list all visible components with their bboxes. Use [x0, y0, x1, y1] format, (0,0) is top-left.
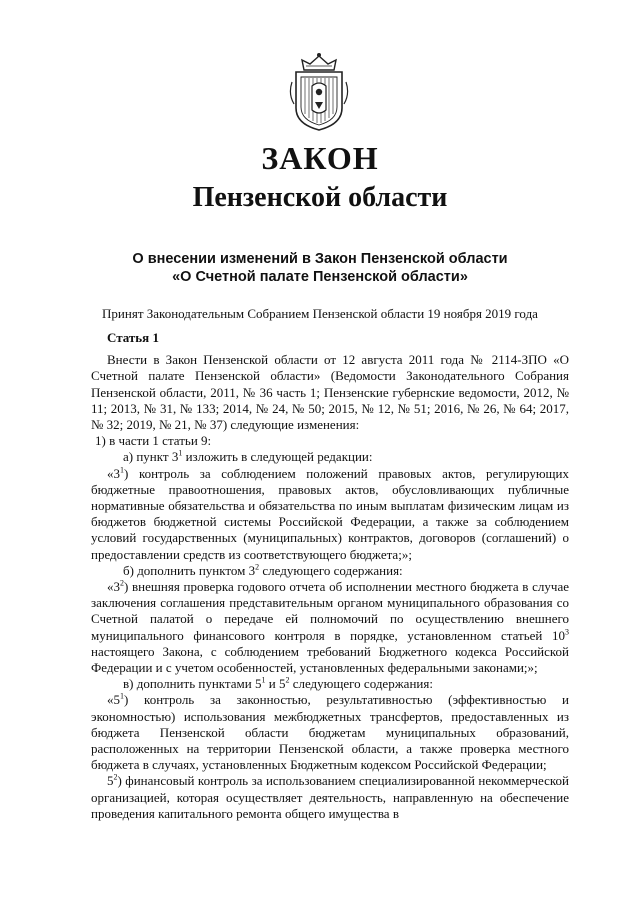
law-heading: [0, 250, 640, 286]
subitem-b-sup: 2: [255, 562, 260, 572]
point-5-1: [91, 692, 569, 773]
subitem-a-post: изложить в следующей редакции:: [182, 449, 373, 465]
point-3-2-sup: 2: [120, 578, 124, 588]
subitem-c-sup2: 2: [285, 675, 290, 685]
region-title: Пензенской области: [192, 182, 448, 213]
point-3-1-text: ) контроль за соблюдением положений правовых актов, регулирующих бюджетные правоотношения, правовых актов, обусловливающих публичные нормативные обязательства и обязательства по иным выплатам физическим лицам из бюджетов бюджетной системы Российской Федерации, а также за соблюдением условий государственных (муниципальных) контрактов, договоров (соглашений) о предоставлении средств из соответствующего бюджета;»;: [91, 465, 569, 562]
point-3-2: [91, 579, 569, 676]
article-body: [91, 330, 569, 822]
penza-coat-of-arms-icon: [288, 52, 350, 132]
point-3-2-mid: ) внешняя проверка годового отчета об исполнении местного бюджета в случае заключения соглашения представительным органом муниципального образования со Счетной палатой о передаче ей полномочий по осуществлению внешнего муниципального финансового контроля в порядке, установленном статьей 10: [91, 579, 569, 643]
point-5-1-sup: 1: [120, 692, 124, 702]
list-item-1: 1) в части 1 статьи 9:: [95, 433, 212, 449]
law-heading-line1: О внесении изменений в Закон Пензенской области: [132, 251, 508, 267]
point-5-1-text: ) контроль за законностью, результативностью (эффективностью и экономностью) использования межбюджетных трансфертов, предоставленных из бюджета Пензенской области бюджетам муниципальных образований, расположенных на территории Пензенской области, а также проверка местного бюджета в случаях, установленных Бюджетным кодексом Российской Федерации;: [91, 692, 569, 773]
subitem-c-post: следующего содержания:: [289, 676, 433, 692]
subitem-a: [91, 449, 569, 465]
point-3-1-pre: «3: [107, 465, 120, 481]
adoption-note: Принят Законодательным Собранием Пензенской области 19 ноября 2019 года: [102, 306, 538, 321]
point-3-2-post: настоящего Закона, с соблюдением требований Бюджетного кодекса Российской Федерации и с учетом особенностей, установленных федеральными законами;»;: [91, 643, 569, 676]
point-3-1-sup: 1: [120, 465, 124, 475]
point-5-2-text: ) финансовый контроль за использованием специализированной некоммерческой организацией, которая осуществляет деятельность, направленную на обеспечение проведения капитального ремонта общего имущества в: [91, 773, 569, 821]
point-5-1-pre: «5: [107, 692, 120, 708]
article-intro: Внести в Закон Пензенской области от 12 августа 2011 года № 2114-ЗПО «О Счетной палате Пензенской области» (Ведомости Законодательного Собрания Пензенской области, 2011, № 36 часть 1; Пензенские губернские ведомости, 2012, № 11; 2013, № 31, № 133; 2014, № 24, № 50; 2015, № 12, № 51; 2016, № 26, № 64; 2017, № 32; 2019, № 21, № 37) следующие изменения:: [91, 352, 569, 433]
subitem-c-pre: в) дополнить пунктами 5: [123, 676, 262, 692]
point-5-2: [91, 773, 569, 822]
article-title: Статья 1: [107, 330, 159, 345]
point-5-2-sup: 2: [113, 773, 118, 783]
point-3-2-pre: «3: [107, 579, 120, 595]
law-title: ЗАКОН: [261, 140, 379, 176]
subitem-c-mid: и 5: [265, 676, 286, 692]
point-3-2-sup2: 3: [565, 627, 569, 637]
subitem-b: [91, 563, 569, 579]
subitem-c-sup1: 1: [261, 675, 266, 685]
subitem-c: [91, 676, 569, 692]
subitem-b-pre: б) дополнить пунктом 3: [123, 562, 256, 578]
subitem-a-sup: 1: [178, 449, 183, 459]
point-3-1: [91, 466, 569, 563]
law-heading-line2: «О Счетной палате Пензенской области»: [172, 269, 468, 285]
subitem-b-post: следующего содержания:: [259, 562, 403, 578]
subitem-a-pre: а) пункт 3: [123, 449, 179, 465]
point-5-2-pre: 5: [107, 773, 114, 789]
